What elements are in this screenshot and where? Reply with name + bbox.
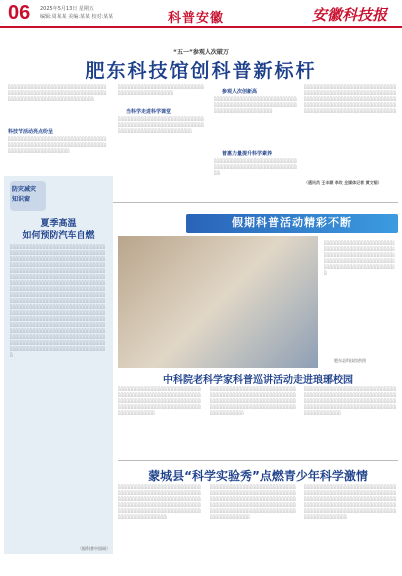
body-text: ░░░░░░░░░░░░░░░░░░░░░░░░░░░░░░░░░░░░░░░░░░░░░░░░░░░░░░░░░░░░░░░░░░░░░░░░░░░░░░░░░░░░░░░░░░░░░░░░░░░░░░░░░░░░░░░░░░░░░░░░░░░░░░░░░░░░░░░░░░░░░░░░░░░░░░: [304, 84, 397, 113]
section-title: 科普安徽: [168, 11, 225, 26]
body-text: ░░░░░░░░░░░░░░░░░░░░░░░░░░░░░░░░░░░░░░░░░░░░░░░░░░░░░░░░░░░░░░░░░░░░░░░░░░░░░░░░░░░░░░░░░░░░░░░░░░░░░░░░░░░░░░░░░░░░░░░░░░░░░░░░░░░░: [304, 386, 397, 415]
story1-kicker: “五一”参观人次破万: [173, 49, 229, 56]
page-number: 06: [8, 2, 31, 24]
story1-headline: 肥东科技馆创科普新标杆: [85, 60, 317, 82]
body-text: ░░░░░░░░░░░░░░░░░░░░░░░░░░░░░░░░░░░░░░░░░░░░░░░░░░░░░░░░░░░░░░░░░░░░░░░░░░░░░░░░░░░░░░░░░░░░░░░░░░░░░░░░░░░░░░░░░░░░░░░░░░░: [210, 386, 297, 415]
body-text: ░░░░░░░░░░░░░░░░░░░░░░░░░░░░░░░░░░░░░░░░░░░░░░░░░░░░░░░░░░░░░░░░░░░░░░░░░░░░░░░░░░░░░░░░░░░░░░░░░░░░░░░░░░░░░░░░░░░░░░░░░░░░░░░░░░░░░░░░░░░░░░░░░░░░░░░░░░░░░░░░░░░░: [304, 484, 397, 519]
body-text: ░░░░░░░░░░░░░░░░░░░░░░░░░░░░░░░░░░░░░░░░░░░░░░░░░░░░░░░░░░░░░░░░░░░░░░░░░░░░░░░░░░░░░░░░░░░░░░░░░░░░░░░░░░░░░░░░░░░░░░░░: [118, 386, 202, 415]
body-text: ░░░░░░░░░░░░░░░░░░░░░░░░░░░░░░░░░░░░░░░░░░░░░░░░░░░░░░░░░░░░░░░░░░░░░░░░░: [214, 96, 298, 113]
sidebar-tag1: 防灾减灾: [12, 186, 37, 193]
subhead: 普惠力量提升科学素养: [222, 151, 273, 157]
sidebar-footer: （据科普中国网）: [78, 546, 110, 551]
newspaper-logo: 安徽科技报: [312, 6, 388, 24]
divider: [118, 460, 398, 461]
story1-byline: （通讯员 王丰顺 李玫 全媒体记者 黄文韬）: [304, 180, 382, 185]
story3-headline: 蒙城县“科学实验秀”点燃青少年科学激情: [148, 469, 368, 483]
photo-caption-credit: 肥东县科技馆供图: [334, 358, 366, 363]
story2-banner: 假期科普活动精彩不断: [186, 214, 398, 233]
photo-caption-text: ░░░░░░░░░░░░░░░░░░░░░░░░░░░░░░░░░░░░░░░░░░░░░░░░░░░░░░░░░░░░░░░░░░░░░░░░░░░░░░░░░░░░░░░░░░░░░░░░░░░░░░░░░░░░░░░░░░░░: [324, 240, 395, 275]
photo-caption-box: [320, 236, 398, 368]
sidebar-title2: 如何预防汽车自燃: [22, 231, 95, 241]
subhead: 科技节活动亮点纷呈: [8, 129, 54, 135]
body-text: ░░░░░░░░░░░░░░░░░░░░░░░░░░░░░░░░░░░░░░░░░░░░░░░░░░░░░░░░░░░░░░░░░░░░░░░░░░░░░░░░░░░░░░░░░░░░: [8, 84, 107, 101]
body-text: ░░░░░░░░░░░░░░░░░░░░░░░░░░░░░░░░░░░░░░░░░░░░░░░░░░░░░░░░░░░░░░░░░░░░░░░░░░░░░░░░░░░░░░░░░░░░░░░░░░░░░░░░░░░░░░░░░░░░░░░░░░░░░░░░░░░░░░░░░░░░░░░░░░░░░░░: [118, 484, 202, 519]
body-text: ░░░░░░░░░░░░░░░░░░░░░░░░░░░░░░░░░░░░░░░░░░░░░░░░░░░░░░░░░░░░░░░░░░░░░░░░░░░░░░░░: [118, 116, 205, 133]
subhead: 当科学走进科学课堂: [126, 109, 172, 115]
editor-line: 编辑:周某某 美编:某某 校对:某某: [40, 14, 114, 20]
date-line: 2025年5月13日 星期五: [40, 6, 94, 12]
body-text: ░░░░░░░░░░░░░░░░░░░░░░░░░░░░░░░░░░░░░░░░░░░░░░░░░░░░░░░░: [214, 158, 298, 175]
sidebar-title1: 夏季高温: [40, 219, 77, 229]
sidebar-tag2: 知识窗: [12, 196, 31, 203]
body-text: ░░░░░░░░░░░░░░░░░░░░░░░░░░░░░░░░░░░░░░░░░░░░░░░░░░░░░░░░░░░░░░░░░░░░░░░░░░░░░░░░░░░░░░░░░░░░░░░░░░░░░░░░░░░░░░░░░░░░░░░░░░░░░░░░░░░░░░░░░░░░░░░░░░░░░░░░░: [210, 484, 297, 519]
subhead: 参观人次创新高: [222, 89, 258, 95]
body-text: ░░░░░░░░░░░░░░░░░░░░░░░░░░░░░░░░░░░░░░░░░░░░░░: [118, 84, 205, 95]
sidebar-text: ░░░░░░░░░░░░░░░░░░░░░░░░░░░░░░░░░░░░░░░░░░░░░░░░░░░░░░░░░░░░░░░░░░░░░░░░░░░░░░░░░░░░░░░░░░░░░░░░░░░░░░░░░░░░░░░░░░░░░░░░░░░░░░░░░░░░░░░░░░░░░░░░░░░░░░░░░░░░░░░░░░░░░░░░░░░░░░░░░░░░░░░░░░░░░░░░░░░░░░░░░░░░░░░░░░░░░░░░░░░░░░░░░░░░░░░░░░░░░░░░░░░░░░░░░░░░░░░░░░░░░░░░░░░░░░░░░░░░░░░░░░░░░░░░░░░░░░░░░░░░░░░░░░░░░░░░░░░░░░░░░░░░░░░░░░░░░░░░░░░░░░░░░░░░░░░░░░░░░░░░░░░░░░░░░░░░░░░░░░░░░░░░░░░░░░░░░░░░░░░░░░░░░░░░░░░░░░░░░░░░░░░░░░░░░░░░░░░░░░░░░░░░░░░░░░░░░░░░░░░░░░░░░░░░░░░░░░░░░░░░░░░░░░░░░░░░░░░░░░░░░░░░░░░░░░░░░░░░░░░░░░░░░░░░░░░░░░░░░░░░░░░░░░░░░░░░░░░░░░░: [10, 244, 106, 357]
body-text: ░░░░░░░░░░░░░░░░░░░░░░░░░░░░░░░░░░░░░░░░░░░░░░░░░░░░░░░░░░░░░░░░░░░░░░░░░░░░░░░░░░░░: [8, 136, 107, 153]
story-photo: [118, 236, 318, 368]
story2-headline: 中科院老科学家科普巡讲活动走进琅琊校园: [163, 375, 353, 386]
